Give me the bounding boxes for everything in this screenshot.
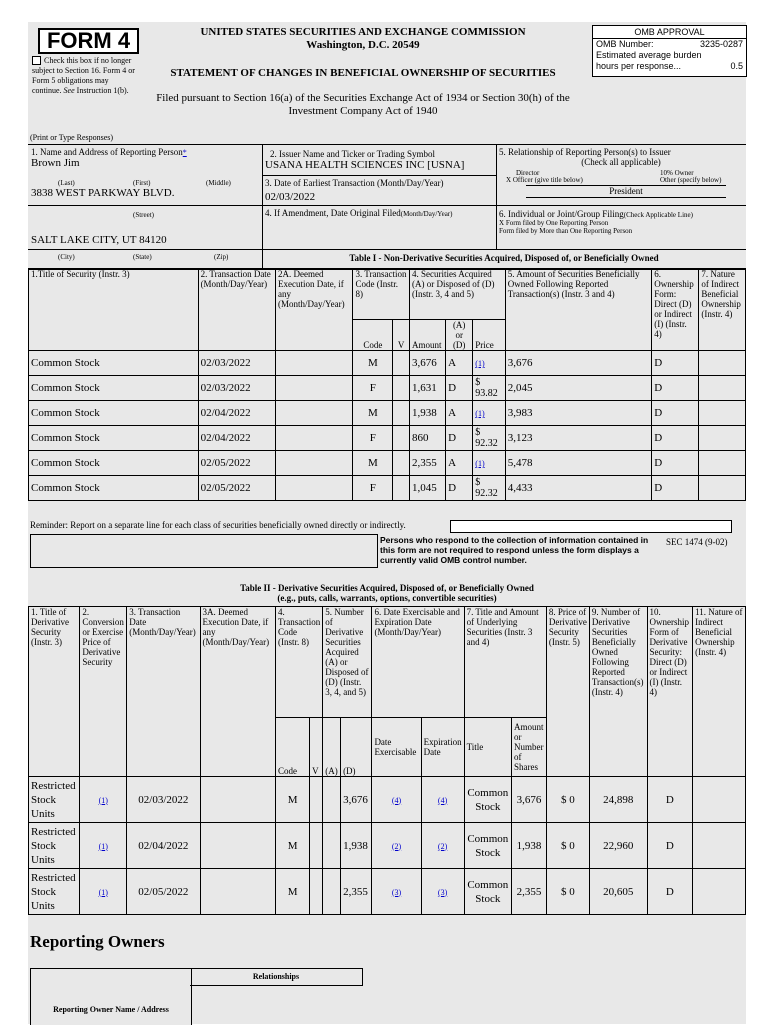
box3-label: 3. Date of Earliest Transaction (Month/Day/Year) [265,178,444,188]
security-title: Common Stock [29,376,199,401]
amount-cell: 3,676 [409,351,445,376]
checkbox-text: Check this box if no longer subject to Section 16. Form 4 or Form 5 obligations may continue. [32,56,135,95]
owned-cell: 3,123 [505,426,652,451]
ownership-form-cell: D [652,451,699,476]
footnote-link[interactable]: (1) [475,459,485,468]
nature-cell [699,476,746,501]
print-type-note: (Print or Type Responses) [30,133,114,142]
box6 [496,207,746,249]
date-exercisable [372,869,421,915]
price-cell [473,451,505,476]
transaction-code: M [353,451,393,476]
t1-h5: 5. Amount of Securities Beneficially Owned Following Reported Transaction(s) (Instr. 3 and 4) [505,269,652,351]
table1 [28,268,746,501]
table1-row [29,376,746,401]
omb-number: 3235-0287 [699,39,743,49]
transaction-date: 02/04/2022 [198,401,275,426]
deriv-date: 02/04/2022 [127,823,200,869]
aord-cell: D [446,476,473,501]
t1-h3: 3. Transaction Code (Instr. 8) [353,269,410,320]
deemed-date [276,401,353,426]
security-title: Common Stock [29,401,199,426]
underlying-shares: 2,355 [512,869,547,915]
table1-row [29,401,746,426]
form-checkbox-area [32,56,140,96]
box1-label: 1. Name and Address of Reporting Person [31,147,183,157]
owned-cell: 5,478 [505,451,652,476]
t2-d: (D) [341,718,372,777]
aord-cell: D [446,376,473,401]
form-sheet [28,22,746,1024]
security-title: Common Stock [29,476,199,501]
aord-cell: A [446,451,473,476]
omb-hours-label: hours per response... [596,61,682,71]
transaction-date: 02/05/2022 [198,476,275,501]
v-cell [393,351,410,376]
box6-label: 6. Individual or Joint/Group Filing [499,209,624,219]
v-cell [393,401,410,426]
amount-cell: 1,631 [409,376,445,401]
deriv-form: D [647,777,693,823]
t2-v: V [310,718,323,777]
city-address: SALT LAKE CITY, UT 84120 [31,234,167,246]
table2-subtitle: (e.g., puts, calls, warrants, options, convertible securities) [277,593,497,603]
table2-title: Table II - Derivative Securities Acquired, Disposed of, or Beneficially Owned [240,583,534,593]
deriv-a [323,777,341,823]
reminder-box [450,520,732,533]
conversion-price [80,869,127,915]
table2-row [29,777,746,823]
t2-h2: 2. Conversion or Exercise Price of Derivative Security [80,607,127,777]
checkbox-instr: Instruction 1(b). [76,86,129,95]
filing-one-label: Form filed by One Reporting Person [505,219,609,227]
footnote-link[interactable]: (3) [391,887,402,897]
transaction-date: 02/05/2022 [198,451,275,476]
box6-sub: (Check Applicable Line) [623,211,693,219]
label-state: (State) [133,253,152,261]
expiration-date [421,869,464,915]
deriv-title: Restricted Stock Units [29,823,80,869]
deriv-a [323,869,341,915]
t1-v: V [393,320,410,351]
reporting-owners-heading: Reporting Owners [30,932,165,951]
nature-cell [699,426,746,451]
statement-title: STATEMENT OF CHANGES IN BENEFICIAL OWNERSHIP OF SECURITIES [170,67,556,79]
deriv-nature [693,869,746,915]
t2-h5: 5. Number of Derivative Securities Acquired (A) or Disposed of (D) (Instr. 3, 4, and 5) [323,607,372,718]
omb-hours: 0.5 [730,61,743,71]
deriv-code: M [276,823,310,869]
footnote-link[interactable]: (1) [98,841,108,851]
filed-pursuant: Filed pursuant to Section 16(a) of the Securities Exchange Act of 1934 or Section 30(h) of the [156,92,570,104]
security-title: Common Stock [29,451,199,476]
t2-h10: 10. Ownership Form of Derivative Security: Direct (D) or Indirect (I) (Instr. 4) [647,607,693,777]
table2 [28,606,746,915]
table1-row [29,351,746,376]
persons-notice: Persons who respond to the collection of information contained in this form are not required to respond unless the form displays a currently valid OMB control number. [380,535,649,565]
checkbox-see: See [63,86,75,95]
conversion-price [80,777,127,823]
amount-cell: 1,045 [409,476,445,501]
t2-code: Code [276,718,310,777]
deemed-date [276,451,353,476]
footnote-link[interactable]: (1) [98,795,108,805]
footnote-link[interactable]: (2) [391,841,402,851]
v-cell [393,451,410,476]
box2-label: 2. Issuer Name and Ticker or Trading Symbol [270,149,435,159]
deemed-date [276,426,353,451]
deriv-d: 1,938 [341,823,372,869]
box4-sub: (Month/Day/Year) [400,210,453,218]
aord-cell: A [446,351,473,376]
t1-h7: 7. Nature of Indirect Beneficial Ownership (Instr. 4) [699,269,746,351]
box5 [496,145,746,205]
t1-code: Code [353,320,393,351]
table2-row [29,869,746,915]
t1-aord: (A) or (D) [446,320,473,351]
aord-cell: D [446,426,473,451]
box2-4 [262,145,497,249]
footnote-link[interactable]: (2) [437,841,448,851]
ownership-form-cell: D [652,401,699,426]
deriv-price: $ 0 [546,823,589,869]
t2-date-ex: Date Exercisable [372,718,421,777]
t2-h7: 7. Title and Amount of Underlying Securities (Instr. 3 and 4) [464,607,546,718]
street-address: 3838 WEST PARKWAY BLVD. [31,187,175,199]
date-exercisable [372,777,421,823]
footnote-link[interactable]: (3) [437,887,448,897]
reminder-text: Reminder: Report on a separate line for each class of securities beneficially owned directly or indirectly. [30,520,406,530]
t2-h3a: 3A. Deemed Execution Date, if any (Month/Day/Year) [200,607,276,777]
footnote-link[interactable]: (1) [475,359,485,368]
deriv-price: $ 0 [546,869,589,915]
transaction-code: F [353,426,393,451]
blank-box [30,534,378,568]
filing-group-label: Form filed by More than One Reporting Person [499,227,633,235]
amount-cell: 1,938 [409,401,445,426]
label-zip: (Zip) [214,253,229,261]
deriv-v [310,869,323,915]
conversion-price [80,823,127,869]
date-exercisable [372,823,421,869]
t2-title: Title [464,718,511,777]
deriv-price: $ 0 [546,777,589,823]
underlying-title: Common Stock [464,869,511,915]
transaction-date: 02/03/2022 [198,351,275,376]
t1-h2: 2. Transaction Date (Month/Day/Year) [198,269,275,351]
price-cell: $ 92.32 [473,476,505,501]
box5-sub: (Check all applicable) [581,157,661,167]
t2-h11: 11. Nature of Indirect Beneficial Ownership (Instr. 4) [693,607,746,777]
deriv-nature [693,823,746,869]
reporting-boxes [28,144,746,270]
table1-row [29,426,746,451]
t2-h9: 9. Number of Derivative Securities Beneficially Owned Following Reported Transaction(s) (Instr. 4) [589,607,647,777]
box5-label: 5. Relationship of Reporting Person(s) to Issuer [499,147,671,157]
deriv-form: D [647,823,693,869]
no-longer-subject-checkbox[interactable] [32,56,41,65]
price-cell [473,401,505,426]
owned-cell: 4,433 [505,476,652,501]
underlying-title: Common Stock [464,777,511,823]
owned-cell: 3,983 [505,401,652,426]
earliest-transaction-date: 02/03/2022 [265,191,316,203]
form-title: FORM 4 [38,28,139,54]
transaction-code: F [353,376,393,401]
footnote-link[interactable]: (4) [437,795,448,805]
box4-label: 4. If Amendment, Date Original Filed [265,208,401,218]
deriv-v [310,777,323,823]
deriv-d: 3,676 [341,777,372,823]
t1-price: Price [473,320,505,351]
other-label: Other (specify below) [660,176,722,184]
ownership-form-cell: D [652,476,699,501]
owned-cell: 3,676 [505,351,652,376]
label-first: (First) [133,179,151,187]
filing-one-mark[interactable]: X [499,219,505,227]
security-title: Common Stock [29,351,199,376]
t2-h8: 8. Price of Derivative Security (Instr. 5) [546,607,589,777]
deriv-date: 02/05/2022 [127,869,200,915]
deriv-owned: 22,960 [589,823,647,869]
officer-label: Officer (give title below) [512,176,583,184]
nature-cell [699,351,746,376]
deemed-date [276,351,353,376]
deriv-d: 2,355 [341,869,372,915]
deriv-nature [693,777,746,823]
box1-marker[interactable]: * [182,148,187,157]
v-cell [393,426,410,451]
filed-pursuant-2: Investment Company Act of 1940 [288,105,438,117]
deriv-code: M [276,777,310,823]
deemed-date [276,476,353,501]
deriv-title: Restricted Stock Units [29,869,80,915]
table1-row [29,476,746,501]
omb-title: OMB APPROVAL [593,26,746,39]
t1-h1: 1.Title of Security (Instr. 3) [29,269,199,351]
deemed-date [276,376,353,401]
label-middle: (Middle) [206,179,231,187]
underlying-shares: 1,938 [512,823,547,869]
v-cell [393,376,410,401]
deriv-code: M [276,869,310,915]
ownership-form-cell: D [652,376,699,401]
label-last: (Last) [58,179,75,187]
sec-code: SEC 1474 (9-02) [666,537,728,547]
expiration-date [421,823,464,869]
officer-title: President [526,185,726,198]
omb-burden-label: Estimated average burden [596,50,702,60]
omb-approval-box [592,25,747,77]
owners-name-cell [30,968,192,1025]
t2-a: (A) [323,718,341,777]
footnote-link[interactable]: (1) [475,409,485,418]
owners-name-header: Reporting Owner Name / Address [53,1005,169,1014]
deriv-deemed [200,777,276,823]
owned-cell: 2,045 [505,376,652,401]
ownership-form-cell: D [652,426,699,451]
agency-name: UNITED STATES SECURITIES AND EXCHANGE COMMISSION [200,26,526,38]
nature-cell [699,401,746,426]
deriv-deemed [200,869,276,915]
deriv-a [323,823,341,869]
issuer-name: USANA HEALTH SCIENCES INC [USNA] [265,159,465,171]
deriv-v [310,823,323,869]
deriv-title: Restricted Stock Units [29,777,80,823]
agency-city: Washington, D.C. 20549 [306,39,420,51]
table1-title: Table I - Non-Derivative Securities Acquired, Disposed of, or Beneficially Owned [349,253,659,263]
deriv-deemed [200,823,276,869]
price-cell [473,351,505,376]
ten-pct-label: 10% Owner [660,169,694,177]
ownership-form-cell: D [652,351,699,376]
underlying-title: Common Stock [464,823,511,869]
table1-row [29,451,746,476]
expiration-date [421,777,464,823]
t2-amount: Amount or Number of Shares [512,718,547,777]
deriv-owned: 20,605 [589,869,647,915]
deriv-form: D [647,869,693,915]
underlying-shares: 3,676 [512,777,547,823]
deriv-owned: 24,898 [589,777,647,823]
t1-amount: Amount [409,320,445,351]
transaction-date: 02/03/2022 [198,376,275,401]
reporting-person-name: Brown Jim [31,157,80,169]
t2-h6: 6. Date Exercisable and Expiration Date (Month/Day/Year) [372,607,464,718]
officer-mark[interactable]: X [506,176,512,184]
price-cell: $ 92.32 [473,426,505,451]
nature-cell [699,451,746,476]
t2-h3: 3. Transaction Date (Month/Day/Year) [127,607,200,777]
t1-h2a: 2A. Deemed Execution Date, if any (Month/Day/Year) [276,269,353,351]
amount-cell: 2,355 [409,451,445,476]
price-cell: $ 93.82 [473,376,505,401]
aord-cell: A [446,401,473,426]
nature-cell [699,376,746,401]
relationships-header: Relationships [190,968,363,986]
footnote-link[interactable]: (4) [391,795,402,805]
t2-exp: Expiration Date [421,718,464,777]
box1 [28,145,263,269]
transaction-code: M [353,401,393,426]
label-street: (Street) [133,211,154,219]
table2-row [29,823,746,869]
t1-h4: 4. Securities Acquired (A) or Disposed of (D) (Instr. 3, 4 and 5) [409,269,505,320]
omb-number-label: OMB Number: [596,39,654,49]
transaction-code: M [353,351,393,376]
deriv-date: 02/03/2022 [127,777,200,823]
transaction-date: 02/04/2022 [198,426,275,451]
director-label: Director [516,169,540,177]
footnote-link[interactable]: (1) [98,887,108,897]
t1-h6: 6. Ownership Form: Direct (D) or Indirect (I) (Instr. 4) [652,269,699,351]
label-city: (City) [58,253,75,261]
transaction-code: F [353,476,393,501]
security-title: Common Stock [29,426,199,451]
t2-h4: 4. Transaction Code (Instr. 8) [276,607,323,718]
v-cell [393,476,410,501]
t2-h1: 1. Title of Derivative Security (Instr. 3) [29,607,80,777]
amount-cell: 860 [409,426,445,451]
